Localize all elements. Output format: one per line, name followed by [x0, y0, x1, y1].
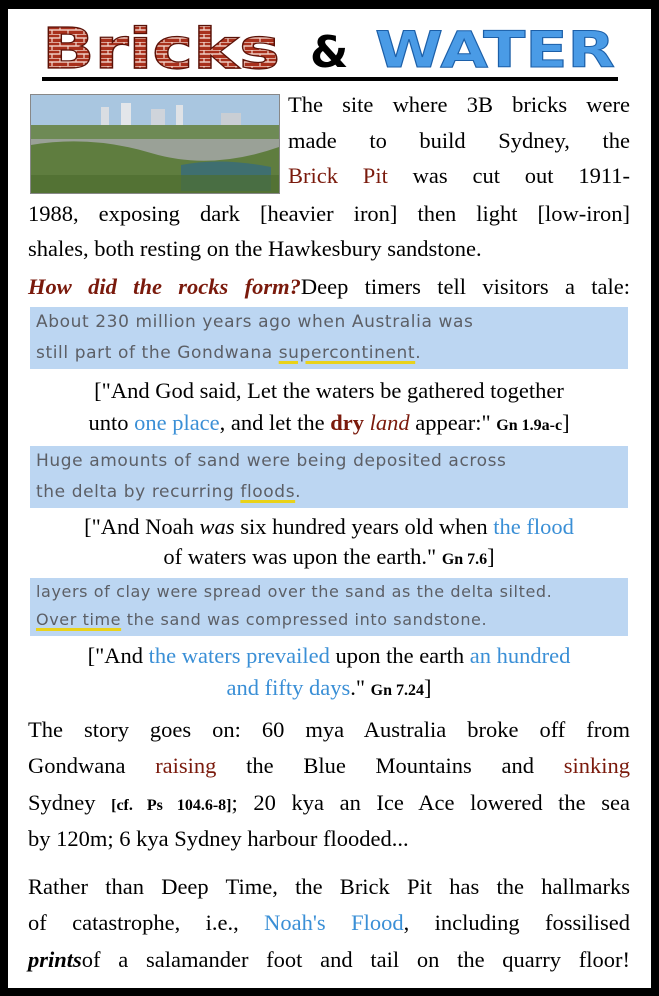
intro-line-3	[288, 160, 630, 191]
info-band-2	[30, 446, 628, 508]
info-band-3	[30, 578, 628, 636]
q1-f: appear:"	[409, 410, 497, 435]
band2-line-2	[36, 477, 622, 508]
story-line-4: by 120m; 6 kya Sydney harbour flooded...	[28, 826, 409, 851]
q1-c: , and let the	[219, 410, 331, 435]
story-2a: Gondwana	[28, 753, 156, 778]
hundred-term: an hundred	[469, 643, 571, 668]
question-text: How did the rocks form?	[28, 274, 301, 299]
title-underline-rule	[42, 77, 618, 81]
band1-line-2a: still part of the Gondwana	[36, 343, 279, 363]
band1-line-1: About 230 million years ago when Australia was	[36, 312, 474, 332]
band3-line-1: layers of clay were spread over the sand as the delta silted.	[36, 582, 553, 601]
q2-a: ["And Noah	[84, 514, 200, 539]
band2-line-2c: .	[295, 482, 302, 502]
dry-term: dry	[330, 410, 364, 435]
q3-f: ]	[424, 675, 432, 700]
question-line	[28, 271, 630, 302]
q2-f: ]	[487, 544, 495, 569]
ref-gn-7-6: Gn 7.6	[441, 551, 488, 568]
q3-e: ."	[350, 675, 371, 700]
story-line-2	[28, 750, 630, 781]
the-flood-term: the flood	[493, 514, 574, 539]
story-2c: the Blue Mountains and	[216, 753, 564, 778]
q3-c: upon the earth	[329, 643, 470, 668]
prints-term: prints	[28, 947, 82, 972]
q1-a: unto	[88, 410, 135, 435]
quote2-line-2	[28, 541, 630, 575]
band1-line-2	[36, 338, 622, 369]
question-rest: Deep timers tell visitors a tale:	[300, 274, 630, 299]
closing-line-3	[28, 944, 630, 975]
noahs-flood-term: Noah's Flood	[264, 910, 404, 935]
intro-line-5: shales, both resting on the Hawkesbury sandstone.	[28, 236, 482, 261]
band2-line-2a: the delta by recurring	[36, 482, 241, 502]
q2-c: six hundred years old when	[234, 514, 494, 539]
band3-line-2b: the sand was compressed into sandstone.	[121, 610, 488, 629]
closing-2a: of catastrophe, i.e.,	[28, 910, 265, 935]
one-place-term: one place	[134, 410, 220, 435]
title-banner	[40, 18, 620, 76]
info-band-1	[30, 307, 628, 369]
brick-pit-term: Brick Pit	[288, 163, 388, 188]
closing-line-2	[28, 907, 630, 938]
intro-line-4: 1988, exposing dark [heavier iron] then light [low-iron]	[28, 201, 630, 226]
q3-a: ["And	[87, 643, 149, 668]
brick-pit-photo	[30, 94, 280, 194]
q2-e: of waters was upon the earth."	[163, 544, 442, 569]
land-term: land	[369, 410, 410, 435]
story-3b: ; 20 kya an Ice Ace lowered the sea	[231, 790, 631, 815]
q1-g: ]	[562, 410, 570, 435]
ref-gn-1-9: Gn 1.9a-c	[496, 417, 563, 434]
waters-prevailed-term: the waters prevailed	[148, 643, 330, 668]
was-term: was	[199, 514, 235, 539]
ref-ps-104: [cf. Ps 104.6-8]	[111, 797, 232, 814]
story-line-3	[28, 787, 630, 821]
story-line-1: The story goes on: 60 mya Australia broke off from	[28, 717, 630, 742]
floods-term: floods	[240, 482, 296, 502]
intro-line-1: The site where 3B bricks were	[288, 92, 630, 117]
band2-line-1: Huge amounts of sand were being deposited across	[36, 451, 507, 471]
intro-line-3-rest: was cut out 1911-	[387, 163, 630, 188]
closing-2c: , including fossilised	[403, 910, 631, 935]
fifty-days-term: and fifty days	[226, 675, 351, 700]
quote2-line-1	[28, 511, 630, 542]
raising-term: raising	[155, 753, 217, 778]
sinking-term: sinking	[563, 753, 630, 778]
intro-line-2: made to build Sydney, the	[288, 128, 630, 153]
supercontinent-term: supercontinent	[278, 343, 416, 363]
band3-line-2	[36, 606, 622, 634]
over-time-term: Over time	[36, 610, 122, 629]
band1-line-2c: .	[415, 343, 422, 363]
title-water: WATER	[375, 21, 615, 76]
closing-line-1: Rather than Deep Time, the Brick Pit has the hallmarks	[28, 874, 630, 899]
quote3-line-1	[28, 640, 630, 671]
story-3a: Sydney	[28, 790, 112, 815]
closing-3b: of a salamander foot and tail on the quarry floor!	[81, 947, 630, 972]
quote3-line-2	[28, 672, 630, 706]
quote1-line-2	[28, 407, 630, 441]
ref-gn-7-24: Gn 7.24	[370, 682, 424, 699]
quote1-line-1: ["And God said, Let the waters be gathered together	[94, 378, 564, 403]
title-bricks: Bricks	[42, 18, 280, 76]
title-ampersand: &	[310, 27, 349, 76]
